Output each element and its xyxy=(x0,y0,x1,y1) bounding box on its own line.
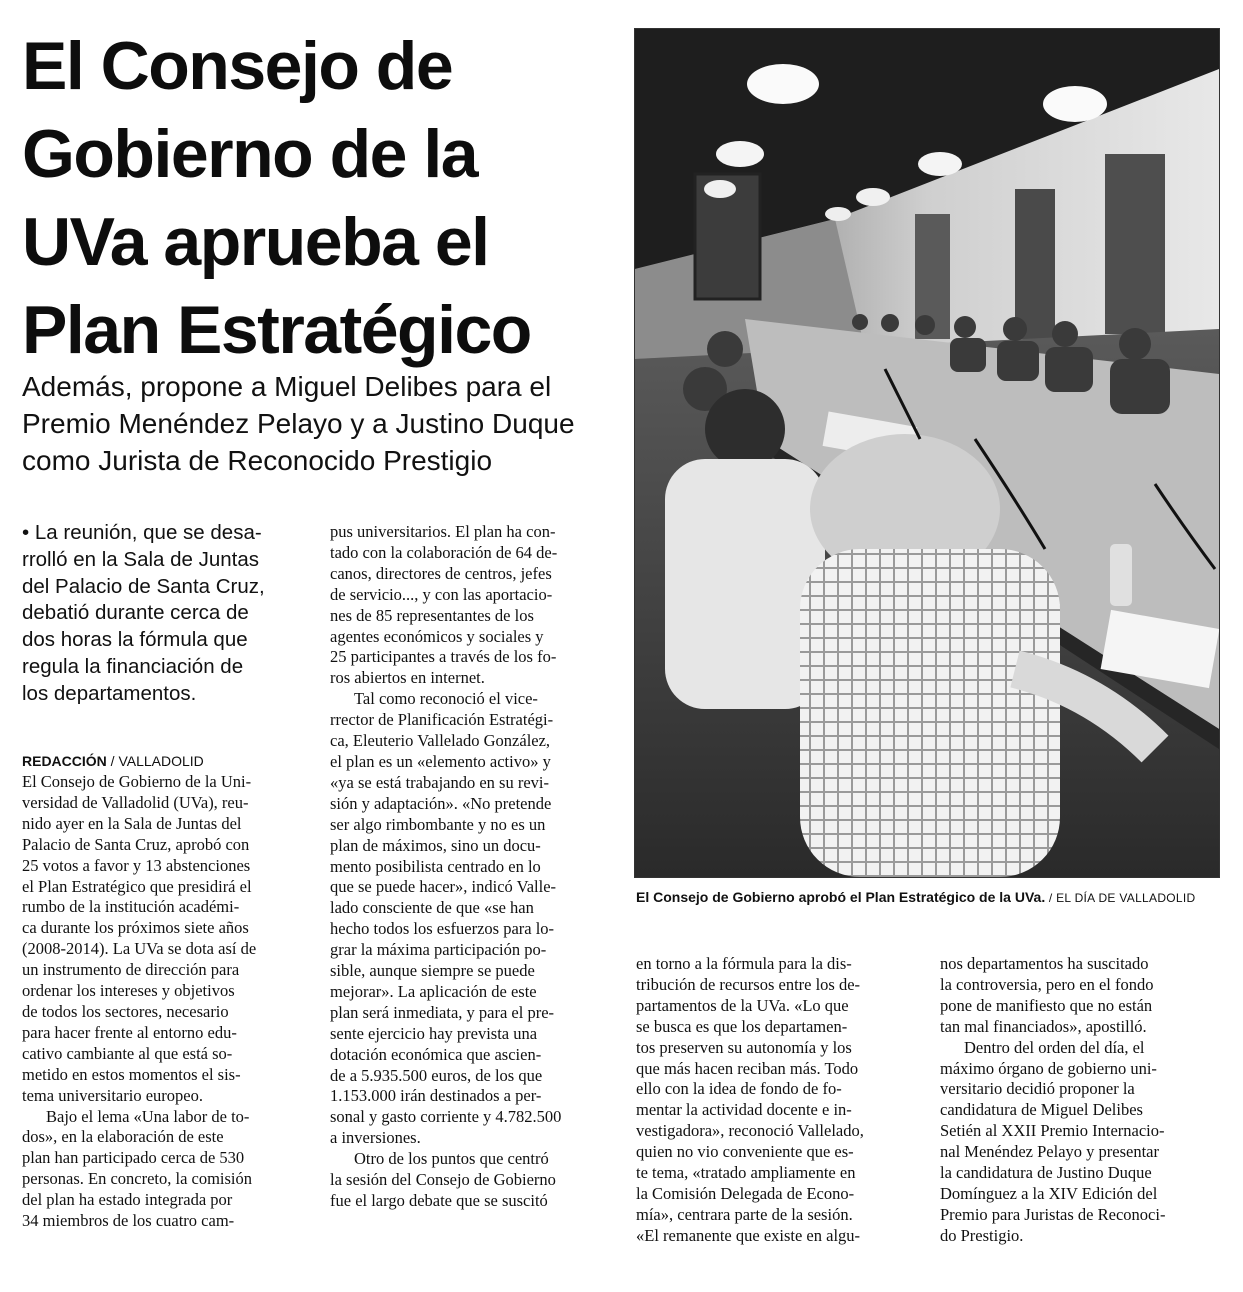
subheadline-line: Premio Menéndez Pelayo y a Justino Duque xyxy=(22,408,575,439)
body-line: grar la máxima participación po- xyxy=(330,940,547,960)
byline xyxy=(22,752,312,770)
body-line: Tal como reconoció el vice- xyxy=(354,689,538,709)
body-line: hecho todos los esfuerzos para lo- xyxy=(330,919,555,939)
body-line: El Consejo de Gobierno de la Uni- xyxy=(22,772,252,791)
body-line: plan de máximos, sino un docu- xyxy=(330,835,541,855)
foreground-person xyxy=(800,549,1060,877)
body-line: la controversia, pero en el fondo xyxy=(940,974,1154,994)
body-line: plan han participado cerca de 530 xyxy=(22,1148,245,1168)
body-line: metido en estos momentos el sis- xyxy=(22,1064,241,1084)
ceiling-lamp xyxy=(856,188,890,206)
body-line: agentes económicos y sociales y xyxy=(330,626,544,646)
body-line: nes de 85 representantes de los xyxy=(330,605,534,625)
body-line: tan mal financiados», apostilló. xyxy=(940,1016,1147,1036)
body-line: candidatura de Miguel Delibes xyxy=(940,1100,1143,1120)
body-line: tos preserven su autonomía y los xyxy=(636,1037,852,1057)
body-line: (2008-2014). La UVa se dota así de xyxy=(22,939,257,959)
body-line: ca durante los próximos siete años xyxy=(22,918,249,938)
photo-caption xyxy=(636,888,1236,907)
subheadline xyxy=(22,368,622,479)
body-line: ser algo rimbombante y no es un xyxy=(330,814,546,834)
body-line: ello con la idea de fondo de fo- xyxy=(636,1079,842,1099)
body-line: ordenar los intereses y objetivos xyxy=(22,981,235,1001)
byline-separator: / xyxy=(106,753,119,769)
ceiling-lamp xyxy=(747,64,819,104)
body-line: se busca es que los departamen- xyxy=(636,1016,848,1036)
water-bottle xyxy=(1110,544,1132,606)
body-line: el Plan Estratégico que presidirá el xyxy=(22,876,252,896)
body-line: rumbo de la institución académi- xyxy=(22,897,240,917)
body-line: partamentos de la UVa. «Lo que xyxy=(636,995,849,1015)
body-line: sente ejercicio hay prevista una xyxy=(330,1023,538,1043)
photo-credit: / EL DÍA DE VALLADOLID xyxy=(1045,891,1196,905)
headline-line: Gobierno de la xyxy=(22,116,478,192)
body-line: del plan ha estado integrada por xyxy=(22,1190,233,1210)
summary-line: rrolló en la Sala de Juntas xyxy=(22,547,260,571)
body-line: un instrumento de dirección para xyxy=(22,960,240,980)
byline-author: REDACCIÓN xyxy=(22,753,107,769)
body-line: que se puede hacer», indicó Valle- xyxy=(330,877,557,897)
body-line: Dentro del orden del día, el xyxy=(964,1037,1145,1057)
body-line: ca, Eleuterio Vallelado González, xyxy=(330,731,551,751)
body-line: canos, directores de centros, jefes xyxy=(330,563,552,583)
body-line: a inversiones. xyxy=(330,1128,421,1148)
ceiling-lamp xyxy=(704,180,736,198)
body-line: la sesión del Consejo de Gobierno xyxy=(330,1170,556,1190)
body-line: versitario decidió proponer la xyxy=(940,1079,1135,1099)
body-line: 34 miembros de los cuatro cam- xyxy=(22,1211,235,1231)
body-line: cativo cambiante al que está so- xyxy=(22,1043,233,1063)
body-line: mentar la actividad docente e in- xyxy=(636,1100,852,1120)
meeting-photo xyxy=(634,28,1220,878)
summary-line: del Palacio de Santa Cruz, xyxy=(22,574,265,598)
meeting-room-illustration xyxy=(635,29,1219,877)
body-line: 25 participantes a través de los fo- xyxy=(330,647,557,667)
body-line: mento posibilista centrado en lo xyxy=(330,856,541,876)
summary-line: debatió durante cerca de xyxy=(22,601,249,625)
ceiling-lamp xyxy=(716,141,764,167)
body-line: tribución de recursos entre los de- xyxy=(636,974,861,994)
body-line: 25 votos a favor y 13 abstenciones xyxy=(22,855,251,875)
body-column-4 xyxy=(940,954,1165,1247)
body-line: mía», centrara parte de la sesión. xyxy=(636,1204,853,1224)
body-line: la candidatura de Justino Duque xyxy=(940,1163,1152,1183)
body-line: de todos los sectores, necesario xyxy=(22,1001,229,1021)
body-line: te tema, «tratado ampliamente en xyxy=(636,1163,856,1183)
summary-bullet xyxy=(22,520,302,708)
body-line: dos», en la elaboración de este xyxy=(22,1127,224,1147)
summary-line: dos horas la fórmula que xyxy=(22,628,248,652)
body-line: «ya se está trabajando en su revi- xyxy=(330,772,549,792)
body-line: versidad de Valladolid (UVa), reu- xyxy=(22,792,249,812)
body-line: el plan es un «elemento activo» y xyxy=(330,751,551,771)
subheadline-line: como Jurista de Reconocido Prestigio xyxy=(22,445,493,476)
body-line: máximo órgano de gobierno uni- xyxy=(940,1058,1157,1078)
headline-line: El Consejo de xyxy=(22,28,453,104)
caption-text: El Consejo de Gobierno aprobó el Plan Estratégico de la UVa. xyxy=(636,889,1046,905)
body-line: Premio para Juristas de Reconoci- xyxy=(940,1204,1166,1224)
body-line: sonal y gasto corriente y 4.782.500 xyxy=(330,1107,562,1127)
headline xyxy=(22,22,622,374)
body-line: rrector de Planificación Estratégi- xyxy=(330,710,554,730)
body-line: la Comisión Delegada de Econo- xyxy=(636,1183,855,1203)
body-line: vestigadora», reconoció Vallelado, xyxy=(636,1121,864,1141)
body-line: ros abiertos en internet. xyxy=(330,668,485,688)
body-line: Otro de los puntos que centró xyxy=(354,1149,549,1169)
body-line: Palacio de Santa Cruz, aprobó con xyxy=(22,834,250,854)
body-line: pone de manifiesto que no están xyxy=(940,995,1153,1015)
body-line: tado con la colaboración de 64 de- xyxy=(330,542,558,562)
subheadline-line: Además, propone a Miguel Delibes para el xyxy=(22,371,552,402)
body-line: fue el largo debate que se suscitó xyxy=(330,1191,548,1210)
headline-line: UVa aprueba el xyxy=(22,204,489,280)
body-line: sible, aunque siempre se puede xyxy=(330,961,535,981)
body-line: Setién al XXII Premio Internacio- xyxy=(940,1121,1165,1141)
summary-line: regula la financiación de xyxy=(22,654,244,678)
ceiling-lamp xyxy=(1043,86,1107,122)
body-line: personas. En concreto, la comisión xyxy=(22,1169,253,1189)
body-line: Domínguez a la XIV Edición del xyxy=(940,1183,1158,1203)
body-line: Bajo el lema «Una labor de to- xyxy=(46,1106,250,1126)
headline-line: Plan Estratégico xyxy=(22,292,531,368)
body-line: de a 5.935.500 euros, de los que xyxy=(330,1065,543,1085)
body-line: nal Menéndez Pelayo y presentar xyxy=(940,1142,1159,1162)
body-line: «El remanente que existe en algu- xyxy=(636,1225,861,1245)
summary-line: los departamentos. xyxy=(22,681,197,705)
body-line: 1.153.000 irán destinados a per- xyxy=(330,1086,542,1106)
body-line: do Prestigio. xyxy=(940,1225,1024,1245)
body-line: sión y adaptación». «No pretende xyxy=(330,793,552,813)
body-column-2 xyxy=(330,522,561,1212)
body-line: tema universitario europeo. xyxy=(22,1085,203,1105)
summary-line: • La reunión, que se desa- xyxy=(22,521,262,544)
body-line: plan será inmediata, y para el pre- xyxy=(330,1002,555,1022)
body-line: nos departamentos ha suscitado xyxy=(940,954,1149,973)
body-line: lado consciente de que «se han xyxy=(330,898,534,918)
body-line: de servicio..., y con las aportacio- xyxy=(330,584,553,604)
body-line: dotación económica que ascien- xyxy=(330,1044,542,1064)
ceiling-lamp xyxy=(918,152,962,176)
body-column-3 xyxy=(636,954,864,1247)
body-column-1 xyxy=(22,772,256,1232)
body-line: que más hacen reciban más. Todo xyxy=(636,1058,859,1078)
body-line: para hacer frente al entorno edu- xyxy=(22,1022,237,1042)
body-line: mejorar». La aplicación de este xyxy=(330,981,537,1001)
body-line: nido ayer en la Sala de Juntas del xyxy=(22,813,242,833)
body-line: pus universitarios. El plan ha con- xyxy=(330,522,556,541)
body-line: en torno a la fórmula para la dis- xyxy=(636,954,852,973)
ceiling-lamp xyxy=(825,207,851,221)
body-line: quien no vio conveniente que es- xyxy=(636,1142,854,1162)
byline-location: VALLADOLID xyxy=(118,753,204,769)
